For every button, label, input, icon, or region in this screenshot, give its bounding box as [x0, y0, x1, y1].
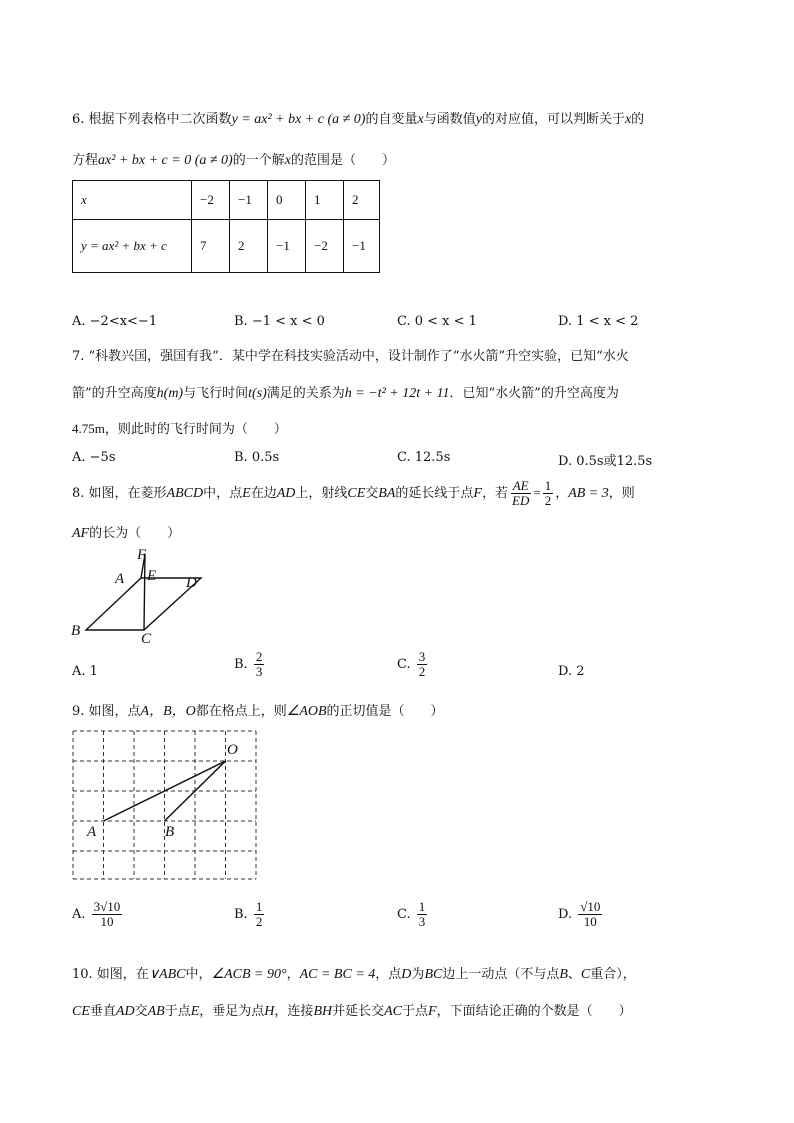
q10-text: 并延长交 [332, 1004, 385, 1019]
side-ba: BA [378, 486, 396, 501]
triangle-abc: ∨ABC [148, 967, 186, 982]
q10-text: ，下面结论正确的个数是（ ） [436, 1004, 632, 1019]
point-f: F [473, 486, 482, 501]
q6-option-c[interactable]: C. 0 < x < 1 [397, 314, 477, 329]
table-cell: −2 [306, 220, 344, 273]
table-cell: 2 [344, 181, 380, 220]
equation: ax² + bx + c = 0 (a ≠ 0) [98, 153, 233, 168]
fraction-numerator: √10 [580, 899, 601, 914]
var-x: x [284, 153, 291, 168]
segment-ce: CE [72, 1004, 90, 1019]
label-d: D [186, 575, 197, 591]
segment-bh: BH [313, 1004, 333, 1019]
q6-line2 [72, 149, 395, 169]
q7-line1: 7. “科教兴国，强国有我”．某中学在科技实验活动中，设计制作了“水火箭”升空实验，已知“水火 [72, 349, 629, 364]
var-y: y [475, 112, 482, 127]
fraction-numerator: 3 [418, 649, 426, 664]
equals-sign: = [533, 485, 541, 500]
fraction-denominator: 2 [418, 664, 426, 679]
q6-option-d[interactable]: D. 1 < x < 2 [558, 314, 639, 329]
segment-af: AF [72, 526, 90, 541]
side-ad: AD [276, 486, 296, 501]
q6-text: 的对应值，可以判断关于 [481, 112, 625, 127]
q6-text: 的自变量 [365, 112, 418, 127]
q6-option-b[interactable]: B. −1 < x < 0 [234, 314, 325, 329]
side-bc: BC [424, 967, 443, 982]
grid-figure [70, 728, 260, 883]
point-e: E [242, 486, 251, 501]
q9-line1 [72, 700, 444, 720]
q8-line2 [72, 522, 180, 542]
q7-text: ，则此时的飞行时间为（ ） [104, 422, 287, 437]
option-fraction [254, 900, 265, 929]
table-cell: 7 [192, 220, 230, 273]
q8-option-c[interactable] [397, 650, 429, 679]
q6-line1 [72, 108, 644, 128]
q10-text: 垂直 [89, 1004, 116, 1019]
ratio-fraction [510, 479, 531, 508]
segment-ac: AC [384, 1004, 403, 1019]
points-list: A，B，O [140, 704, 196, 719]
q6-text: 方程 [72, 153, 99, 168]
table-cell: 0 [268, 181, 306, 220]
q10-text: 于点 [164, 1004, 191, 1019]
label-a: A [87, 824, 97, 840]
fraction-numerator: AE [512, 478, 529, 493]
label-a: A [115, 571, 125, 587]
option-prefix: C. [397, 657, 411, 672]
q8-text: ，则 [608, 486, 635, 501]
q8-line1 [72, 476, 635, 511]
angle-aob: ∠AOB [286, 704, 327, 719]
table-cell: −2 [192, 181, 230, 220]
q8-text: ，若 [481, 486, 508, 501]
q6-text: 的 [631, 112, 645, 127]
q9-text: 的正切值是（ ） [326, 704, 444, 719]
ab-length: AB = 3 [568, 486, 609, 501]
fraction-denominator: 10 [583, 914, 597, 929]
label-f: F [137, 547, 147, 563]
value-table [72, 180, 380, 273]
q8-text: 交 [365, 486, 379, 501]
q7-text: 满足的关系为 [266, 386, 345, 401]
label-c: C [141, 631, 152, 645]
option-prefix: C. [397, 907, 411, 922]
q7-text: 与飞行时间 [183, 386, 249, 401]
half-fraction [543, 479, 554, 508]
q10-text: ，连接 [274, 1004, 314, 1019]
q9-option-b[interactable] [234, 900, 266, 929]
q7-line2 [72, 382, 619, 402]
ray-ce: CE [347, 486, 366, 501]
q10-text: ，点 [375, 967, 402, 982]
fraction-numerator: 3√10 [93, 899, 121, 914]
relation-formula: h = −t² + 12t + 11 [344, 386, 450, 401]
fraction-numerator: 1 [544, 478, 552, 493]
segment-ad: AD [115, 1004, 135, 1019]
option-prefix: A. [72, 907, 86, 922]
angle-acb: ∠ACB = 90° [211, 967, 287, 982]
table-cell: 2 [230, 220, 268, 273]
label-b: B [165, 824, 175, 840]
rhombus-figure [66, 545, 216, 645]
var-x: x [417, 112, 424, 127]
option-fraction [254, 650, 265, 679]
height-var: h(m) [156, 386, 184, 401]
q10-text: 交 [134, 1004, 148, 1019]
option-fraction [578, 900, 602, 929]
table-row [73, 220, 380, 273]
fraction-denominator: ED [512, 493, 530, 508]
q8-text: 在边 [250, 486, 277, 501]
q10-line1 [72, 963, 636, 983]
q8-text: 的延长线于点 [395, 486, 474, 501]
point-c: C [580, 967, 591, 982]
q10-text: ，垂足为点 [199, 1004, 265, 1019]
option-fraction [417, 650, 428, 679]
table-cell: −1 [268, 220, 306, 273]
height-value: 4.75m [72, 421, 105, 436]
var-x: x [624, 112, 632, 127]
question-number: 6. [72, 112, 85, 127]
label-e: E [147, 568, 157, 584]
fraction-denominator: 3 [255, 664, 263, 679]
q7-text: 箭”的升空高度 [72, 386, 157, 401]
table-cell: −1 [230, 181, 268, 220]
ray-cf [144, 554, 145, 630]
q8-option-b[interactable] [234, 650, 266, 679]
q7-line3 [72, 418, 287, 437]
segment-ab: AB [147, 1004, 165, 1019]
point-b: B [559, 967, 568, 982]
q10-text: ， [286, 967, 300, 982]
option-prefix: D. [558, 907, 573, 922]
fraction-numerator: 1 [418, 899, 426, 914]
option-prefix: B. [234, 907, 248, 922]
q10-text: 边上一动点（不与点 [442, 967, 560, 982]
q8-option-a[interactable]: A. 1 [72, 664, 98, 679]
q8-text: 的长为（ ） [89, 526, 181, 541]
fraction-denominator: 10 [100, 914, 114, 929]
q8-text: 中，点 [203, 486, 243, 501]
table-cell: x [73, 181, 192, 220]
quadratic-function: y = ax² + bx + c (a ≠ 0) [231, 112, 366, 127]
side-lengths: AC = BC = 4 [299, 967, 376, 982]
table-cell: −1 [344, 220, 380, 273]
q7-option-a[interactable]: A. −5s [72, 450, 116, 465]
q9-text: 9. 如图，点 [72, 704, 141, 719]
q6-text: 的范围是（ ） [290, 153, 395, 168]
option-prefix: B. [234, 657, 248, 672]
option-fraction [92, 900, 123, 929]
fraction-denominator: 2 [255, 914, 263, 929]
q6-text: 与函数值 [423, 112, 476, 127]
point-e: E [190, 1004, 200, 1019]
table-cell: y = ax² + bx + c [73, 220, 192, 273]
q7-option-c[interactable]: C. 12.5s [397, 450, 451, 465]
table-cell: 1 [306, 181, 344, 220]
q6-text: 的一个解 [232, 153, 285, 168]
q7-option-b[interactable]: B. 0.5s [234, 450, 280, 465]
q10-text: 10. 如图，在 [72, 967, 149, 982]
rhombus-name: ABCD [166, 486, 204, 501]
q6-option-a[interactable]: A. −2<x<−1 [72, 314, 158, 329]
fraction-numerator: 2 [255, 649, 263, 664]
q9-text: 都在格点上，则 [195, 704, 287, 719]
q10-text: 重合）， [590, 967, 636, 982]
q8-option-d[interactable]: D. 2 [558, 664, 585, 679]
label-o: O [227, 742, 238, 758]
q10-text: 中， [185, 967, 212, 982]
q10-text: 、 [567, 967, 581, 982]
q10-text: 于点 [402, 1004, 429, 1019]
fraction-numerator: 1 [255, 899, 263, 914]
q8-text: 8. 如图，在菱形 [72, 486, 167, 501]
q7-option-d[interactable]: D. 0.5s或12.5s [558, 454, 653, 469]
table-row [73, 181, 380, 220]
point-d: D [401, 967, 412, 982]
q6-text: 根据下列表格中二次函数 [88, 112, 232, 127]
q9-option-d[interactable] [558, 900, 604, 929]
q9-option-c[interactable] [397, 900, 429, 929]
q8-text: ， [555, 486, 569, 501]
q10-line2 [72, 1000, 632, 1020]
fraction-denominator: 3 [418, 914, 426, 929]
q7-text: ．已知“水火箭”的升空高度为 [449, 386, 619, 401]
label-b: B [71, 623, 81, 639]
point-f: F [428, 1004, 437, 1019]
q8-text: 上，射线 [295, 486, 348, 501]
q10-text: 为 [411, 967, 425, 982]
point-h: H [264, 1004, 275, 1019]
time-var: t(s) [248, 386, 267, 401]
option-fraction [417, 900, 428, 929]
fraction-denominator: 2 [544, 493, 552, 508]
q9-option-a[interactable] [72, 900, 124, 929]
